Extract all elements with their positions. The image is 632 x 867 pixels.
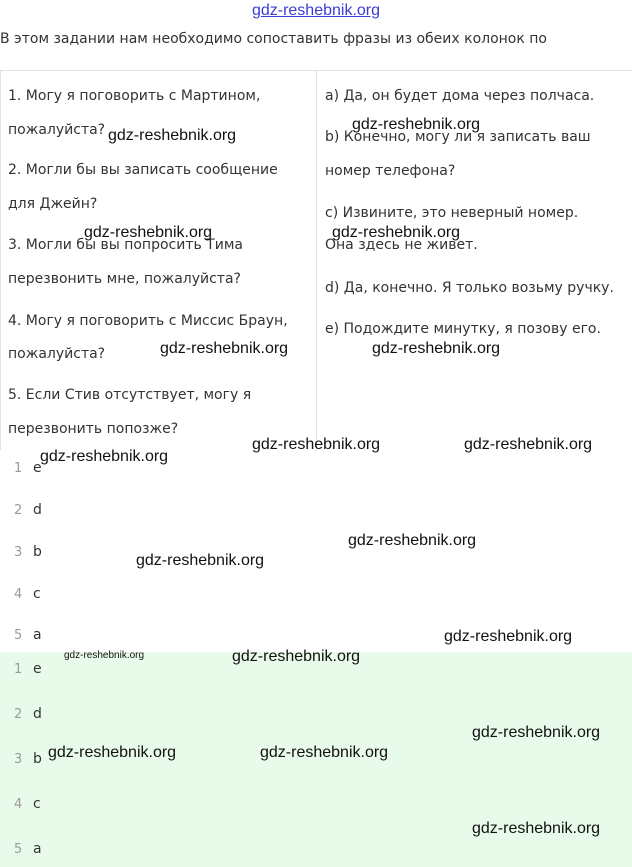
answer-number: 1	[14, 461, 23, 476]
answer-letter: c	[33, 796, 41, 812]
answer-number: 3	[14, 545, 23, 560]
watermark: gdz-reshebnik.org	[160, 340, 289, 357]
answer-letter: a	[33, 627, 42, 643]
watermark: gdz-reshebnik.org	[48, 744, 177, 761]
task-intro: В этом задании нам необходимо сопоставить фразы из обеих колонок по	[0, 31, 547, 47]
column-divider	[316, 71, 317, 451]
left-item-3-line-2: перезвонить мне, пожалуйста?	[8, 271, 241, 287]
left-item-4-line-1: 4. Могу я поговорить с Миссис Браун,	[8, 313, 288, 329]
right-item-c-line-2: Она здесь не живет.	[325, 237, 478, 253]
watermark: gdz-reshebnik.org	[348, 532, 477, 549]
left-item-4-line-2: пожалуйста?	[8, 346, 106, 362]
left-item-5-line-2: перезвонить попозже?	[8, 421, 179, 437]
watermark: gdz-reshebnik.org	[472, 820, 601, 837]
matching-table	[0, 70, 632, 450]
answer-number: 1	[14, 662, 23, 677]
watermark: gdz-reshebnik.org	[332, 224, 461, 241]
watermark: gdz-reshebnik.org	[40, 448, 169, 465]
answer-number: 5	[14, 628, 23, 643]
watermark: gdz-reshebnik.org	[108, 127, 237, 144]
left-item-1-line-1: 1. Могу я поговорить с Мартином,	[8, 88, 261, 104]
watermark: gdz-reshebnik.org	[444, 628, 573, 645]
answer-number: 4	[14, 587, 23, 602]
watermark: gdz-reshebnik.org	[352, 116, 481, 133]
right-item-b-line-1: b) Конечно, могу ли я записать ваш	[325, 129, 591, 145]
left-item-3-line-1: 3. Могли бы вы попросить Тима	[8, 237, 243, 253]
answer-letter: e	[33, 661, 42, 677]
watermark: gdz-reshebnik.org	[64, 650, 145, 661]
answer-letter: c	[33, 586, 41, 602]
watermark: gdz-reshebnik.org	[84, 224, 213, 241]
right-item-b-line-2: номер телефона?	[325, 163, 456, 179]
answer-letter: b	[33, 544, 42, 560]
watermark: gdz-reshebnik.org	[136, 552, 265, 569]
watermark: gdz-reshebnik.org	[472, 724, 601, 741]
right-item-a: a) Да, он будет дома через полчаса.	[325, 88, 595, 104]
watermark: gdz-reshebnik.org	[464, 436, 593, 453]
left-item-1-line-2: пожалуйста?	[8, 122, 106, 138]
answer-letter: b	[33, 751, 42, 767]
answer-letter: e	[33, 460, 42, 476]
watermark: gdz-reshebnik.org	[252, 436, 381, 453]
left-item-2-line-1: 2. Могли бы вы записать сообщение	[8, 162, 278, 178]
answer-letter: d	[33, 706, 42, 722]
watermark: gdz-reshebnik.org	[232, 648, 361, 665]
right-item-d: d) Да, конечно. Я только возьму ручку.	[325, 280, 614, 296]
right-item-c-line-1: c) Извините, это неверный номер.	[325, 205, 579, 221]
answer-number: 5	[14, 842, 23, 857]
answer-number: 2	[14, 503, 23, 518]
answer-letter: a	[33, 841, 42, 857]
answer-letter: d	[33, 502, 42, 518]
answer-number: 3	[14, 752, 23, 767]
right-item-e: e) Подождите минутку, я позову его.	[325, 321, 601, 337]
answer-number: 2	[14, 707, 23, 722]
left-item-5-line-1: 5. Если Стив отсутствует, могу я	[8, 387, 252, 403]
site-watermark-header[interactable]: gdz-reshebnik.org	[251, 2, 381, 19]
watermark: gdz-reshebnik.org	[372, 340, 501, 357]
left-item-2-line-2: для Джейн?	[8, 196, 98, 212]
watermark: gdz-reshebnik.org	[260, 744, 389, 761]
answer-number: 4	[14, 797, 23, 812]
